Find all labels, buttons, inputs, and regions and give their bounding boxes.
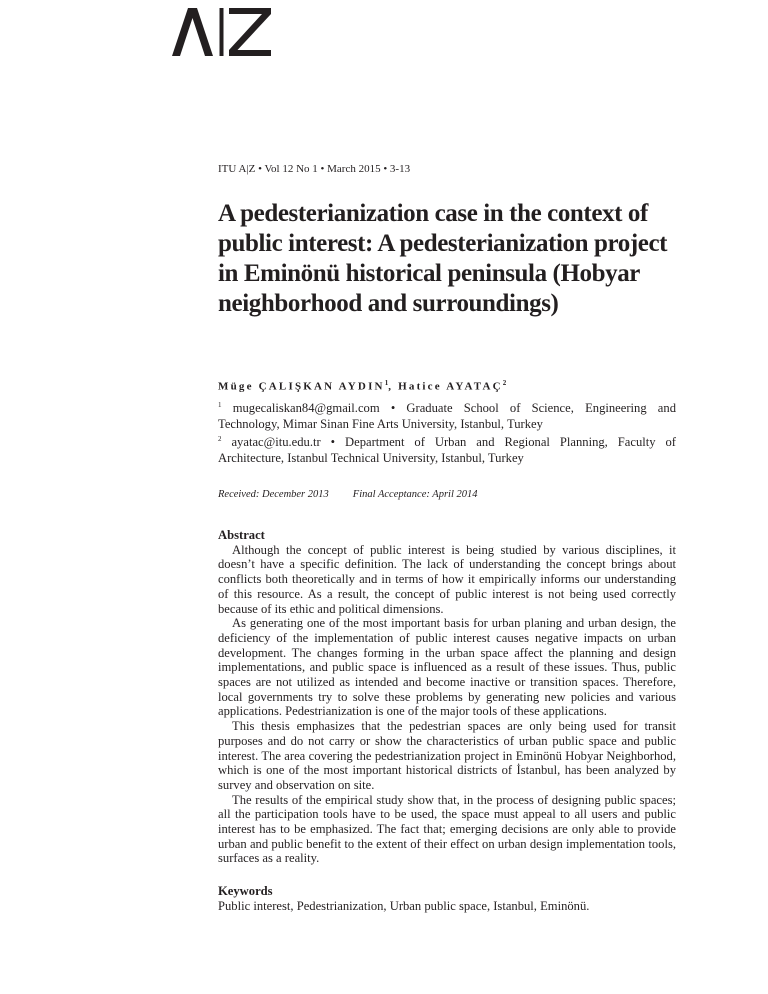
affiliation bbox=[218, 432, 676, 466]
abstract-paragraph: As generating one of the most important basis for urban planing and urban design, the deficiency of the implementation of public interest causes negative impacts on urban development. The changes forming in the urban space affect the planning and design implementations, and public space is influenced as a result of these issues. Thus, public spaces are not utilized as intended and become inactive or transition spaces. Therefore, local governments try to solve these problems by generating new policies and various applications. Pedestrianization is one of the major tools of these applications. bbox=[218, 616, 676, 719]
author-name: Müge ÇALIŞKAN AYDIN bbox=[218, 380, 385, 393]
author-block bbox=[218, 376, 676, 467]
article-title: A pedesterianization case in the context of public interest: A pedesterianization project in Eminönü historical peninsula (Hobyar neighborhood and surroundings) bbox=[218, 200, 668, 317]
author-superscript: 2 bbox=[502, 379, 507, 387]
affiliation-text: mugecaliskan84@gmail.com • Graduate School of Science, Engineering and Technology, Mimar Sinan Fine Arts University, Istanbul, Turkey bbox=[218, 401, 676, 431]
author-list bbox=[218, 376, 676, 395]
author-separator: , bbox=[388, 380, 394, 393]
accepted-date: Final Acceptance: April 2014 bbox=[352, 489, 478, 500]
abstract-paragraph: The results of the empirical study show that, in the process of designing public spaces; all the participation tools have to be used, the space must appeal to all users and public interest has to be emphasized. The fact that; emerging decisions are only able to provide urban and public benefit to the extent of their effect on urban design implementation tools, surfaces as a reality. bbox=[218, 792, 676, 866]
affiliation bbox=[218, 398, 676, 432]
author-name: Hatice AYATAÇ bbox=[398, 380, 503, 393]
affiliation-text: ayatac@itu.edu.tr • Department of Urban and Regional Planning, Faculty of Architecture, Istanbul Technical University, Istanbul, Turkey bbox=[218, 435, 676, 466]
abstract-paragraph: This thesis emphasizes that the pedestrian spaces are only being used for transit purposes and do not carry or show the characteristics of urban public space and public interest. The area covering the pedestrianization project in Eminönü Hobyar Neighborhod, which is one of the most important historical districts of İstanbul, has been analyzed by survey and observation on site. bbox=[218, 719, 676, 792]
affiliation-number: 1 bbox=[218, 401, 222, 410]
keywords-heading: Keywords bbox=[218, 884, 273, 898]
abstract-section bbox=[218, 528, 676, 866]
author-superscript: 1 bbox=[384, 379, 389, 387]
keywords-list: Public interest, Pedestrianization, Urban public space, Istanbul, Eminönü. bbox=[218, 898, 590, 913]
affiliation-number: 2 bbox=[218, 435, 222, 444]
citation-line: ITU A|Z • Vol 12 No 1 • March 2015 • 3-13 bbox=[218, 163, 411, 175]
abstract-paragraph: Although the concept of public interest is being studied by various disciplines, it doesn’t have a specific definition. The lack of understanding the concept brings about conflicts both theoretically and in terms of how it empirically informs our understanding of this resource. As a result, the concept of public interest is not being used correctly because of its ethic and political dimensions. bbox=[218, 542, 676, 616]
submission-dates bbox=[218, 489, 478, 500]
received-date: Received: December 2013 bbox=[218, 489, 329, 500]
keywords-section bbox=[218, 884, 676, 913]
abstract-heading: Abstract bbox=[218, 528, 265, 542]
journal-logo bbox=[172, 8, 272, 56]
